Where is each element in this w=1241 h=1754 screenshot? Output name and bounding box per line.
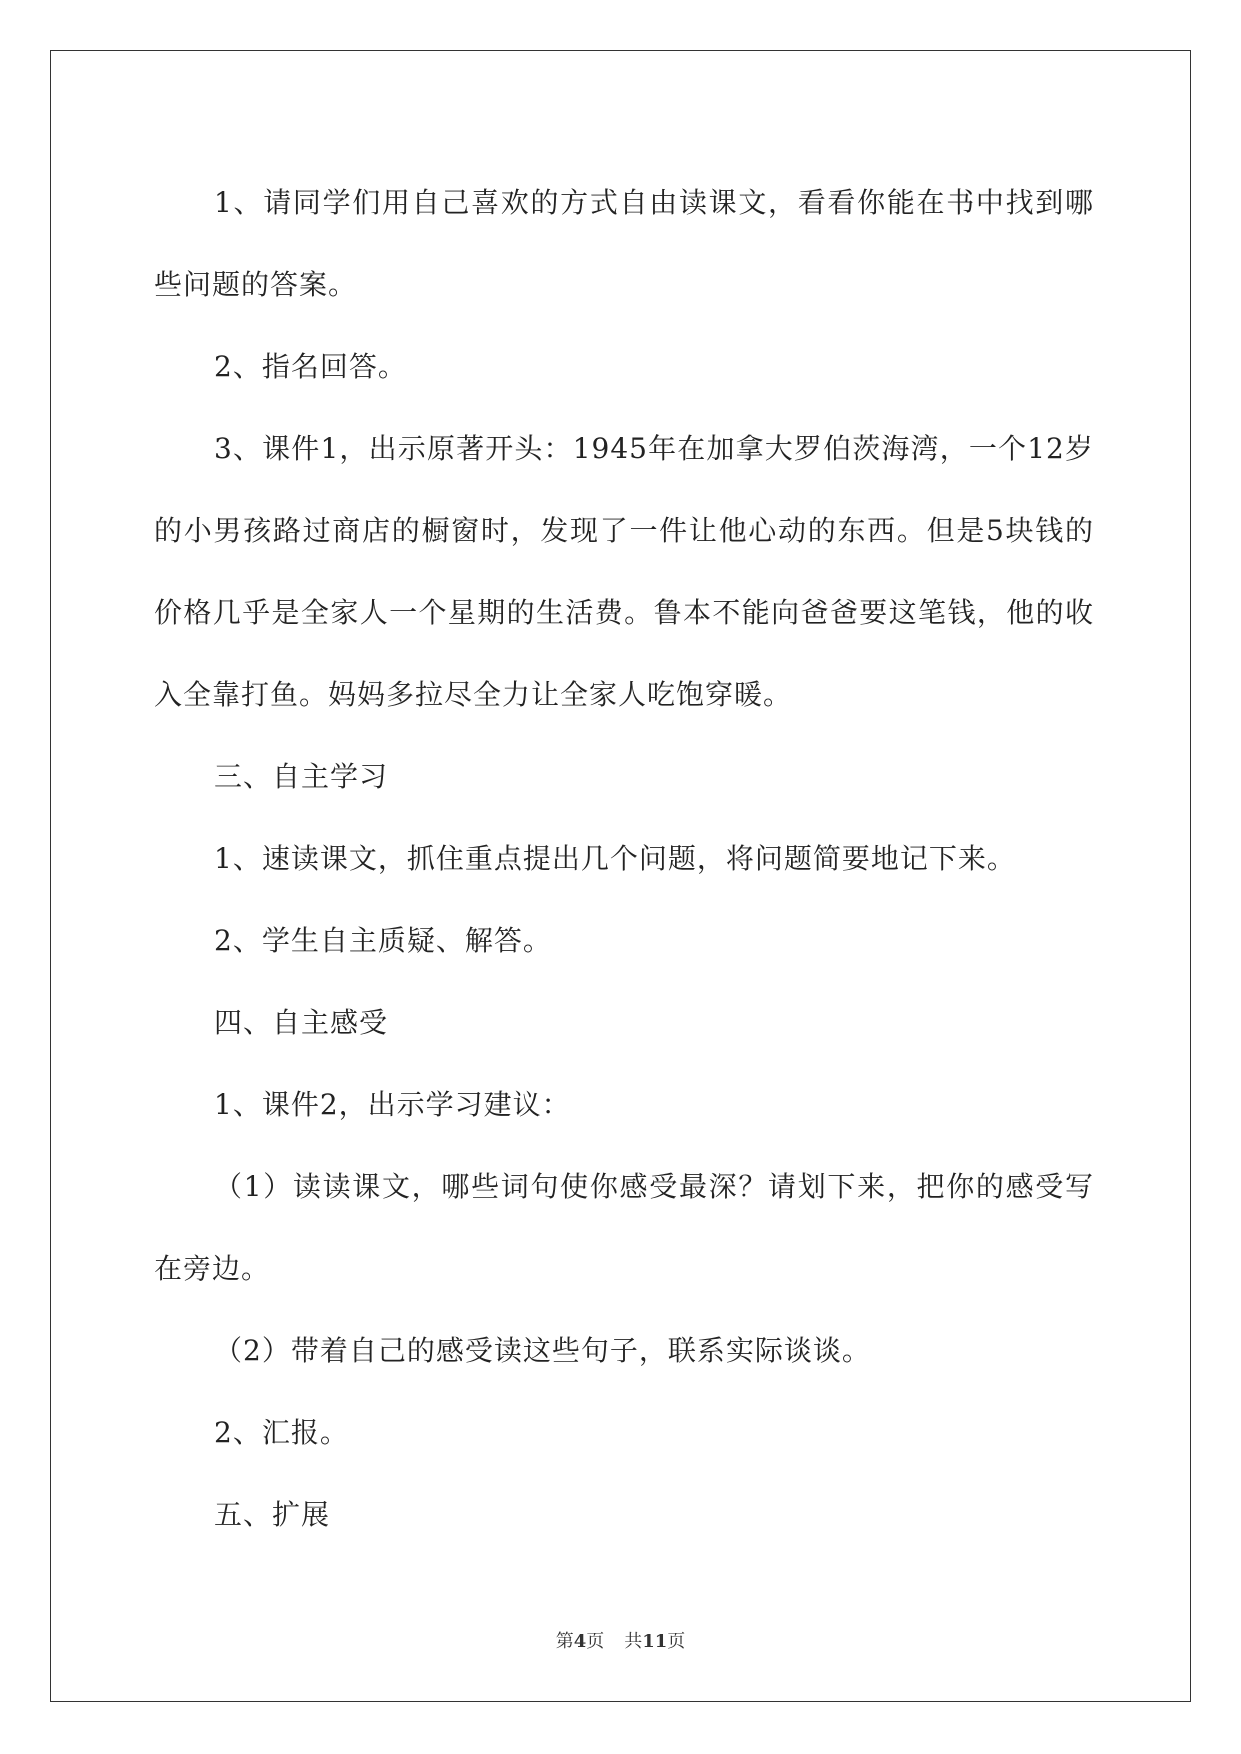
paragraph: 1、速读课文，抓住重点提出几个问题，将问题简要地记下来。 xyxy=(214,842,1016,875)
paragraph: 1、课件2，出示学习建议： xyxy=(214,1088,571,1121)
section-heading: 四、自主感受 xyxy=(214,1006,389,1039)
paragraph: 3、课件1，出示原著开头：1945年在加拿大罗伯茨海湾，一个12岁的小男孩路过商店的橱窗时，发现了一件让他心动的东西。但是5块钱的价格几乎是全家人一个星期的生活费。鲁本不能向爸爸要这笔钱，他的收入全靠打鱼。妈妈多拉尽全力让全家人吃饱穿暖。 xyxy=(154,432,1094,711)
page-footer xyxy=(0,1627,1241,1653)
paragraph: 2、学生自主质疑、解答。 xyxy=(214,924,552,957)
paragraph: 2、指名回答。 xyxy=(214,350,407,383)
current-page-number: 4 xyxy=(573,1631,587,1652)
total-pages-number: 11 xyxy=(642,1631,668,1652)
paragraph: 2、汇报。 xyxy=(214,1416,349,1449)
footer-prefix: 第 xyxy=(555,1631,574,1652)
paragraph: （1）读读课文，哪些词句使你感受最深？请划下来，把你的感受写在旁边。 xyxy=(154,1170,1094,1285)
footer-page-suffix: 页 xyxy=(586,1631,605,1652)
section-heading: 五、扩展 xyxy=(214,1498,331,1531)
document-body xyxy=(154,162,1094,1556)
paragraph: 1、请同学们用自己喜欢的方式自由读课文，看看你能在书中找到哪些问题的答案。 xyxy=(154,186,1094,301)
section-heading: 三、自主学习 xyxy=(214,760,389,793)
footer-total-suffix: 页 xyxy=(667,1631,686,1652)
paragraph: （2）带着自己的感受读这些句子，联系实际谈谈。 xyxy=(214,1334,871,1367)
footer-total-prefix: 共 xyxy=(624,1631,643,1652)
